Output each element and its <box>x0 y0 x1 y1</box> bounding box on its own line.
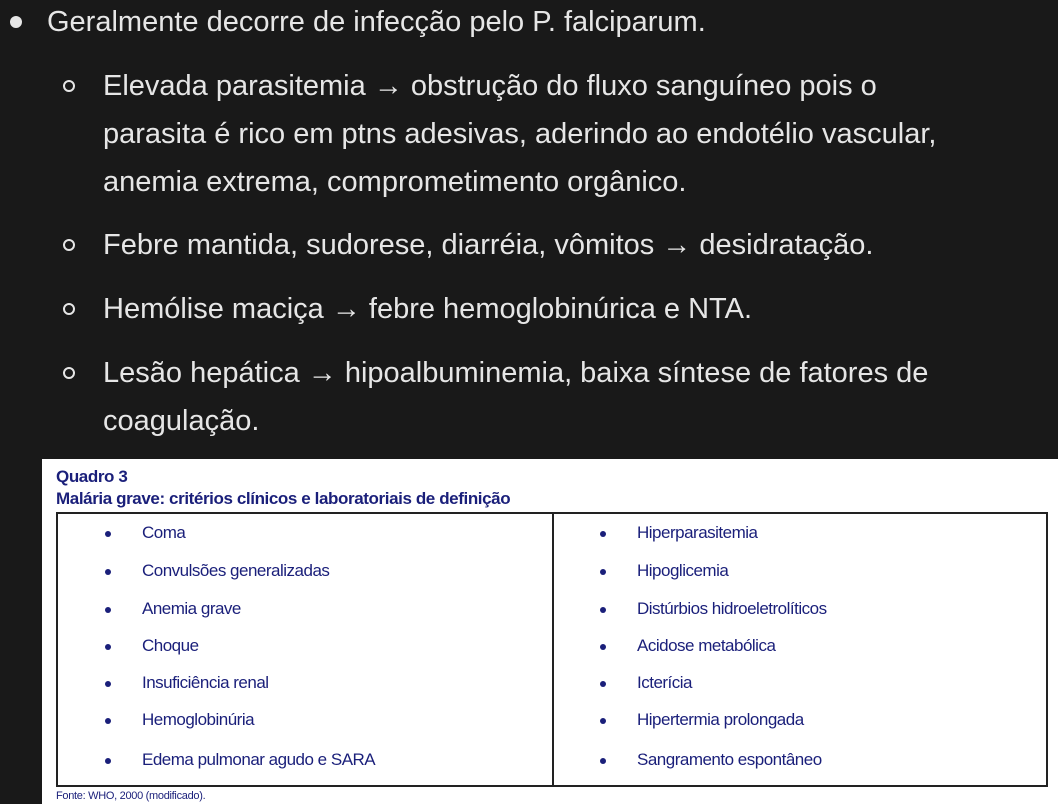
bullet-dot-icon <box>105 531 111 537</box>
sub-bullet-line: Febre mantida, sudorese, diarréia, vômitos → desidratação. <box>103 229 874 261</box>
quadro-subtitle: Malária grave: critérios clínicos e laboratoriais de definição <box>56 489 511 508</box>
criteria-left-item: Anemia grave <box>142 599 241 618</box>
bullet-dot-icon <box>600 681 606 687</box>
main-bullet-item <box>0 0 1058 44</box>
criteria-left-item: Edema pulmonar agudo e SARA <box>142 750 376 769</box>
bullet-dot-icon <box>600 758 606 764</box>
criteria-left-item: Convulsões generalizadas <box>142 561 330 580</box>
criteria-right-item: Hipoglicemia <box>637 561 729 580</box>
criteria-left-item: Hemoglobinúria <box>142 710 255 729</box>
quadro-image <box>42 459 1058 804</box>
bullet-dot-icon <box>600 607 606 613</box>
bullet-dot-icon <box>105 607 111 613</box>
criteria-right-item: Hiperparasitemia <box>637 523 758 542</box>
bullet-circle-icon <box>63 239 75 251</box>
sub-bullet-line: coagulação. <box>103 405 260 437</box>
sub-bullet-line: anemia extrema, comprometimento orgânico. <box>103 166 687 198</box>
bullet-dot-icon <box>105 718 111 724</box>
bullet-disc-icon <box>10 16 22 28</box>
sub-bullet-line: Hemólise maciça → febre hemoglobinúrica e NTA. <box>103 293 753 325</box>
sub-bullet-line: parasita é rico em ptns adesivas, aderindo ao endotélio vascular, <box>103 118 937 150</box>
quadro-source: Fonte: WHO, 2000 (modificado). <box>56 790 206 802</box>
quadro-title: Quadro 3 <box>56 467 128 486</box>
criteria-right-item: Hipertermia prolongada <box>637 710 804 729</box>
criteria-right-item: Distúrbios hidroeletrolíticos <box>637 599 827 618</box>
bullet-dot-icon <box>105 569 111 575</box>
bullet-dot-icon <box>600 718 606 724</box>
sub-bullet-line: Elevada parasitemia → obstrução do fluxo sanguíneo pois o <box>103 70 877 102</box>
bullet-dot-icon <box>600 569 606 575</box>
sub-bullet-line: Lesão hepática → hipoalbuminemia, baixa síntese de fatores de <box>103 357 929 389</box>
bullet-dot-icon <box>600 644 606 650</box>
bullet-dot-icon <box>105 758 111 764</box>
criteria-right-item: Sangramento espontâneo <box>637 750 822 769</box>
criteria-left-item: Insuficiência renal <box>142 673 269 692</box>
bullet-dot-icon <box>105 681 111 687</box>
bullet-circle-icon <box>63 367 75 379</box>
bullet-dot-icon <box>600 531 606 537</box>
criteria-left-item: Coma <box>142 523 186 542</box>
criteria-right-item: Icterícia <box>637 673 693 692</box>
table-divider <box>552 514 554 785</box>
bullet-circle-icon <box>63 303 75 315</box>
criteria-left-item: Choque <box>142 636 199 655</box>
criteria-right-item: Acidose metabólica <box>637 636 776 655</box>
bullet-circle-icon <box>63 80 75 92</box>
main-bullet-text: Geralmente decorre de infecção pelo P. falciparum. <box>47 6 706 38</box>
bullet-dot-icon <box>105 644 111 650</box>
criteria-table <box>56 512 1048 787</box>
